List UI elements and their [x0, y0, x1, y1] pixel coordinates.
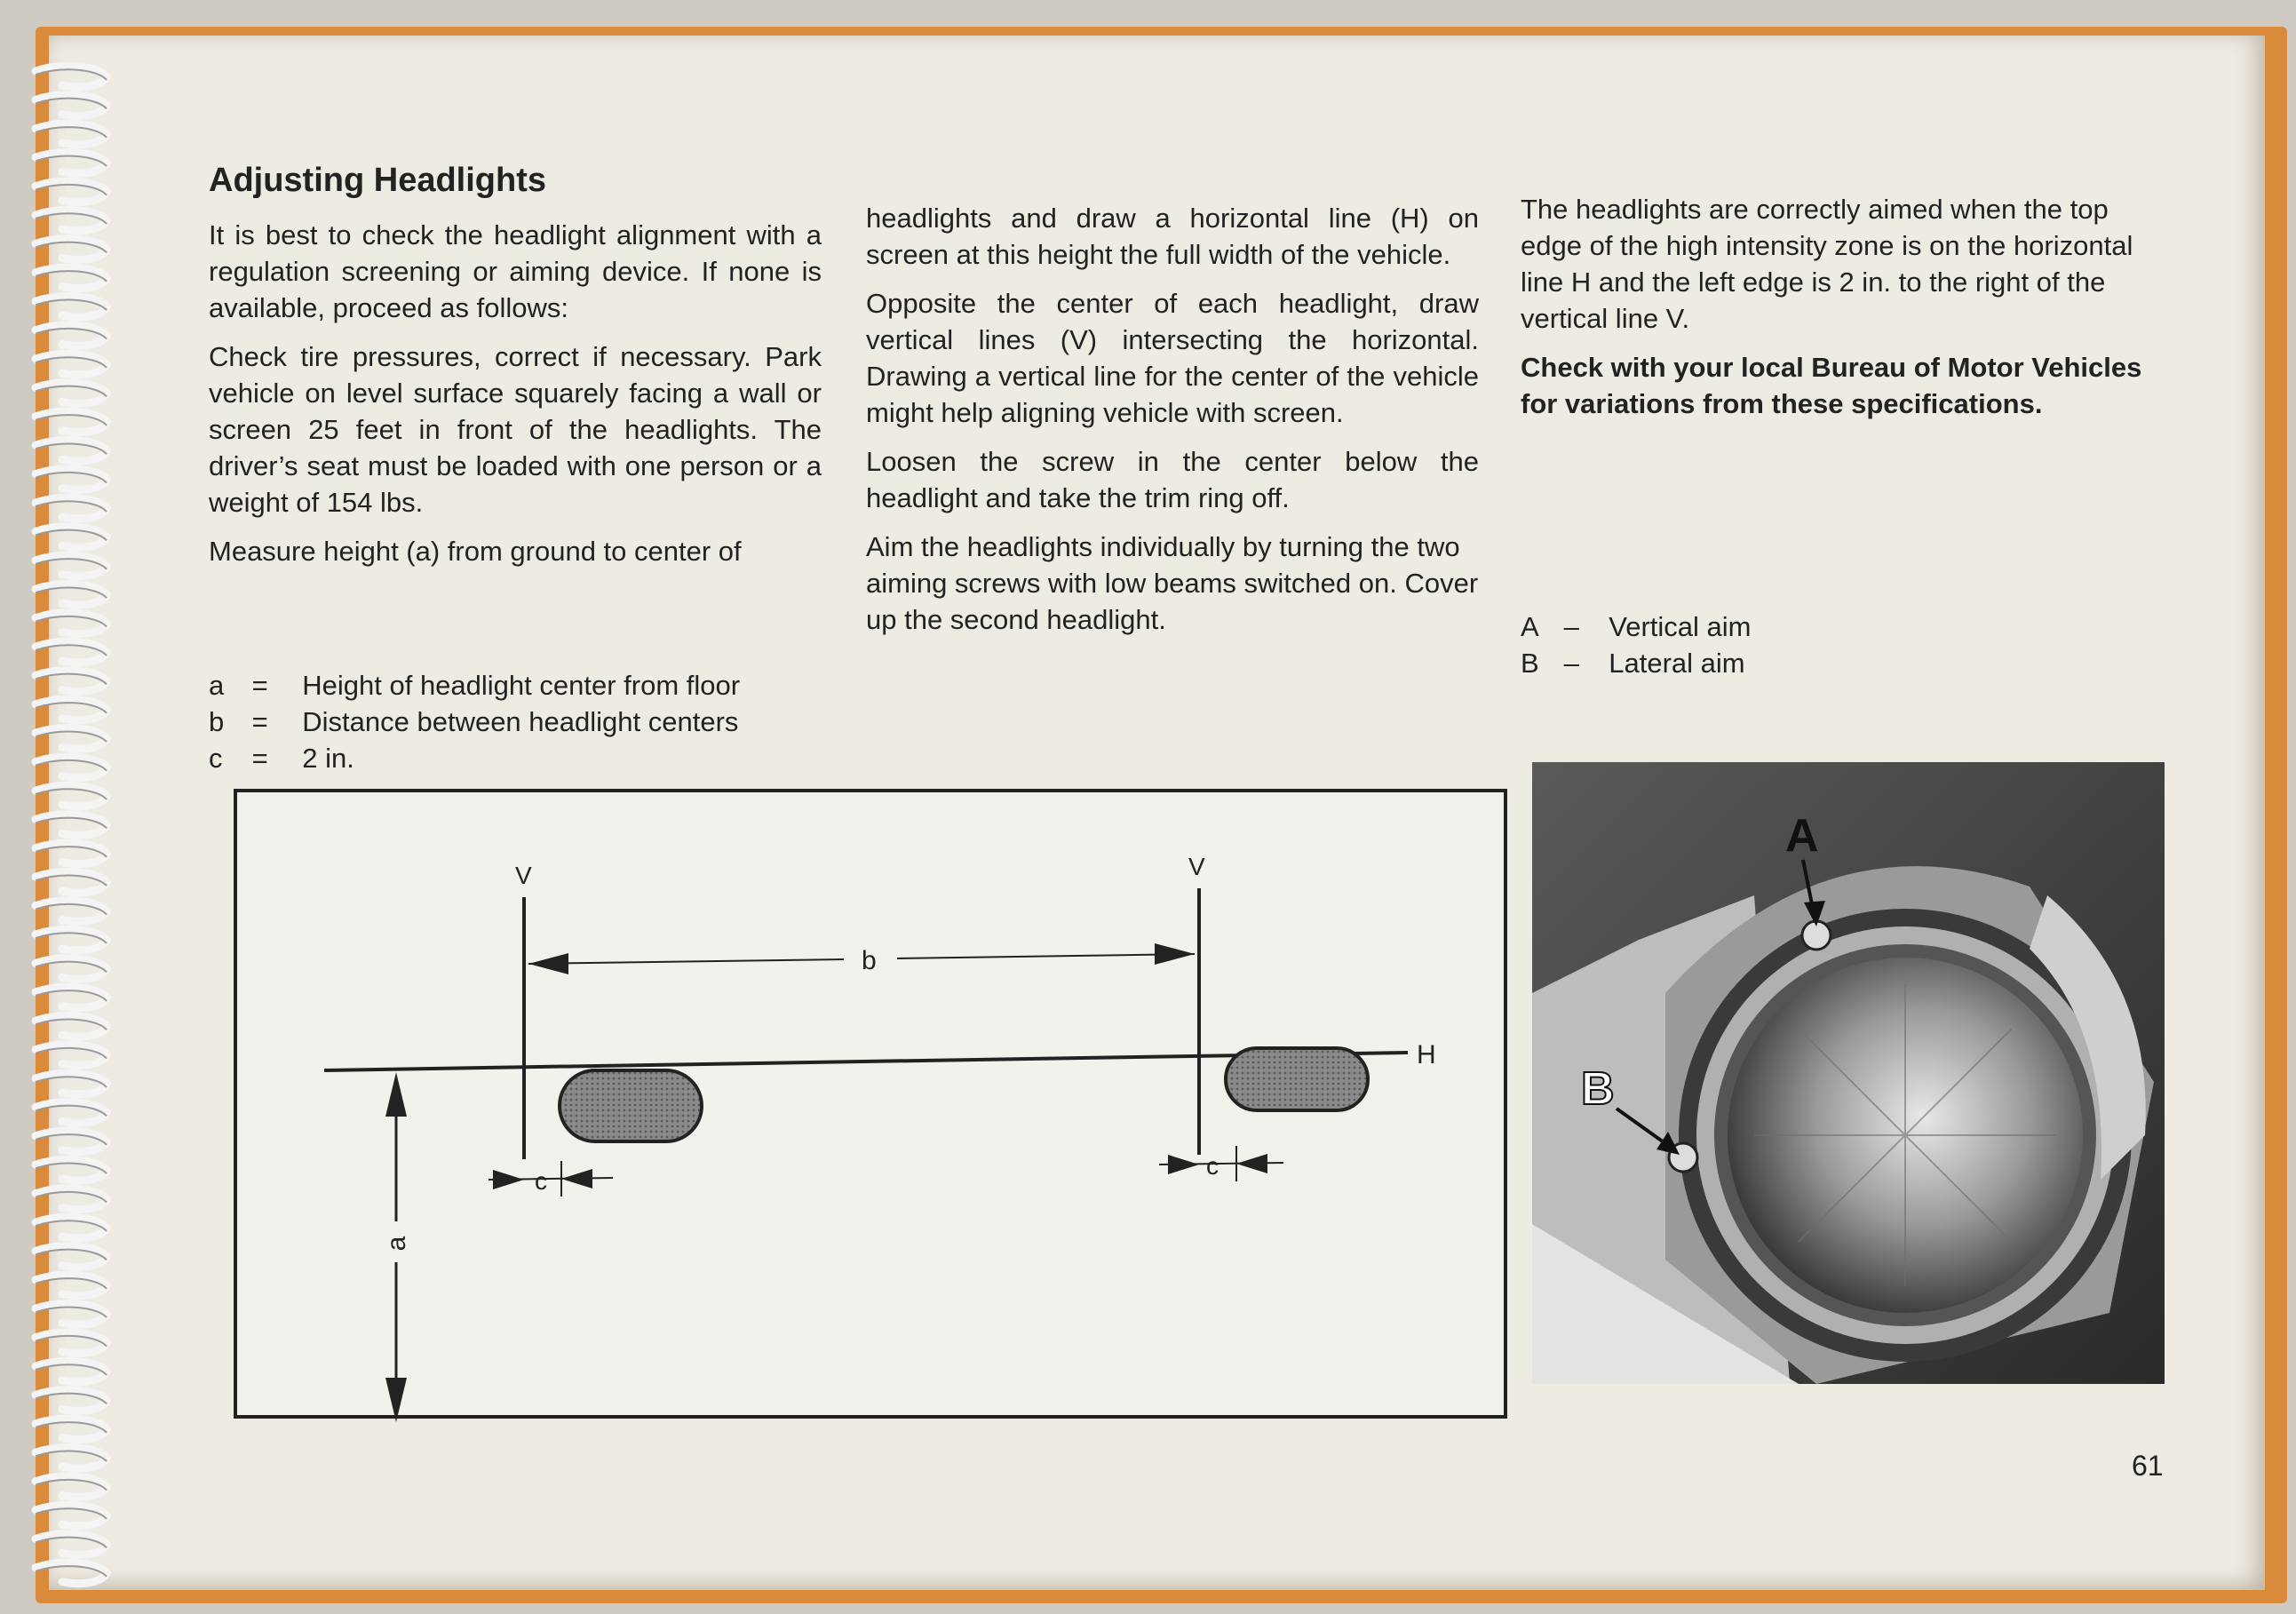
headlight-zone-left — [560, 1070, 702, 1141]
paragraph: Measure height (a) from ground to center of — [209, 536, 742, 567]
legend-text: Height of headlight center from floor — [302, 670, 741, 701]
page-number: 61 — [2132, 1450, 2164, 1482]
v-label-right: V — [1188, 853, 1205, 880]
legend-key: A — [1521, 611, 1539, 642]
legend-item — [209, 667, 822, 704]
a-label: a — [382, 1236, 411, 1252]
column-right — [1521, 191, 2142, 681]
legend-text: Vertical aim — [1609, 611, 1752, 642]
headlight-zone-right — [1226, 1048, 1368, 1110]
legend-item — [209, 704, 822, 740]
column-left — [209, 160, 822, 776]
legend-item — [1521, 608, 2142, 645]
legend-key: c — [209, 743, 223, 774]
legend-key: b — [209, 706, 225, 737]
legend-item — [1521, 645, 2142, 681]
paragraph: Aim the headlights individually by turning the two aiming screws with low beams switched on. Cover up the second headlight. — [866, 531, 1479, 635]
legend-dash: – — [1563, 611, 1579, 642]
legend-dash: – — [1563, 648, 1579, 679]
legend-equals: = — [251, 670, 268, 701]
legend-item — [209, 740, 822, 776]
alignment-diagram — [222, 777, 1510, 1435]
legend-text: 2 in. — [302, 743, 354, 774]
bold-notice: Check with your local Bureau of Motor Vehicles for variations from these specifications. — [1521, 352, 2142, 419]
c-label-right: c — [1206, 1152, 1219, 1180]
h-label: H — [1417, 1040, 1436, 1069]
paragraph: Check tire pressures, correct if necessary. Park vehicle on level surface squarely facing a wall or screen 25 feet in front of the headlights. The driver’s seat must be loaded with one person or a weight of 154 lbs. — [209, 341, 822, 518]
photo-label-a: A — [1785, 810, 1819, 862]
paragraph: headlights and draw a horizontal line (H) on screen at this height the full width of the vehicle. — [866, 203, 1479, 270]
v-label-left: V — [515, 862, 532, 889]
legend-equals: = — [251, 706, 268, 737]
paragraph: It is best to check the headlight alignment with a regulation screening or aiming device. If none is available, proceed as follows: — [209, 219, 822, 323]
paragraph: The headlights are correctly aimed when the top edge of the high intensity zone is on the horizontal line H and the left edge is 2 in. to the right of the vertical line V. — [1521, 194, 2133, 334]
headlight-photo — [1532, 762, 2165, 1384]
c-label-left: c — [535, 1167, 547, 1195]
legend-key: a — [209, 670, 225, 701]
b-label: b — [862, 946, 877, 975]
page-title: Adjusting Headlights — [209, 162, 546, 199]
legend-key: B — [1521, 648, 1539, 679]
legend-text: Distance between headlight centers — [302, 706, 739, 737]
spiral-binding — [9, 62, 115, 1590]
paragraph: Opposite the center of each headlight, draw vertical lines (V) intersecting the horizontal. Drawing a vertical line for the center of the vehicle might help aligning vehicle with screen. — [866, 288, 1479, 428]
paragraph: Loosen the screw in the center below the headlight and take the trim ring off. — [866, 446, 1479, 513]
column-middle — [866, 200, 1479, 650]
legend-equals: = — [251, 743, 268, 774]
photo-label-b: B — [1581, 1063, 1615, 1115]
legend-text: Lateral aim — [1609, 648, 1745, 679]
